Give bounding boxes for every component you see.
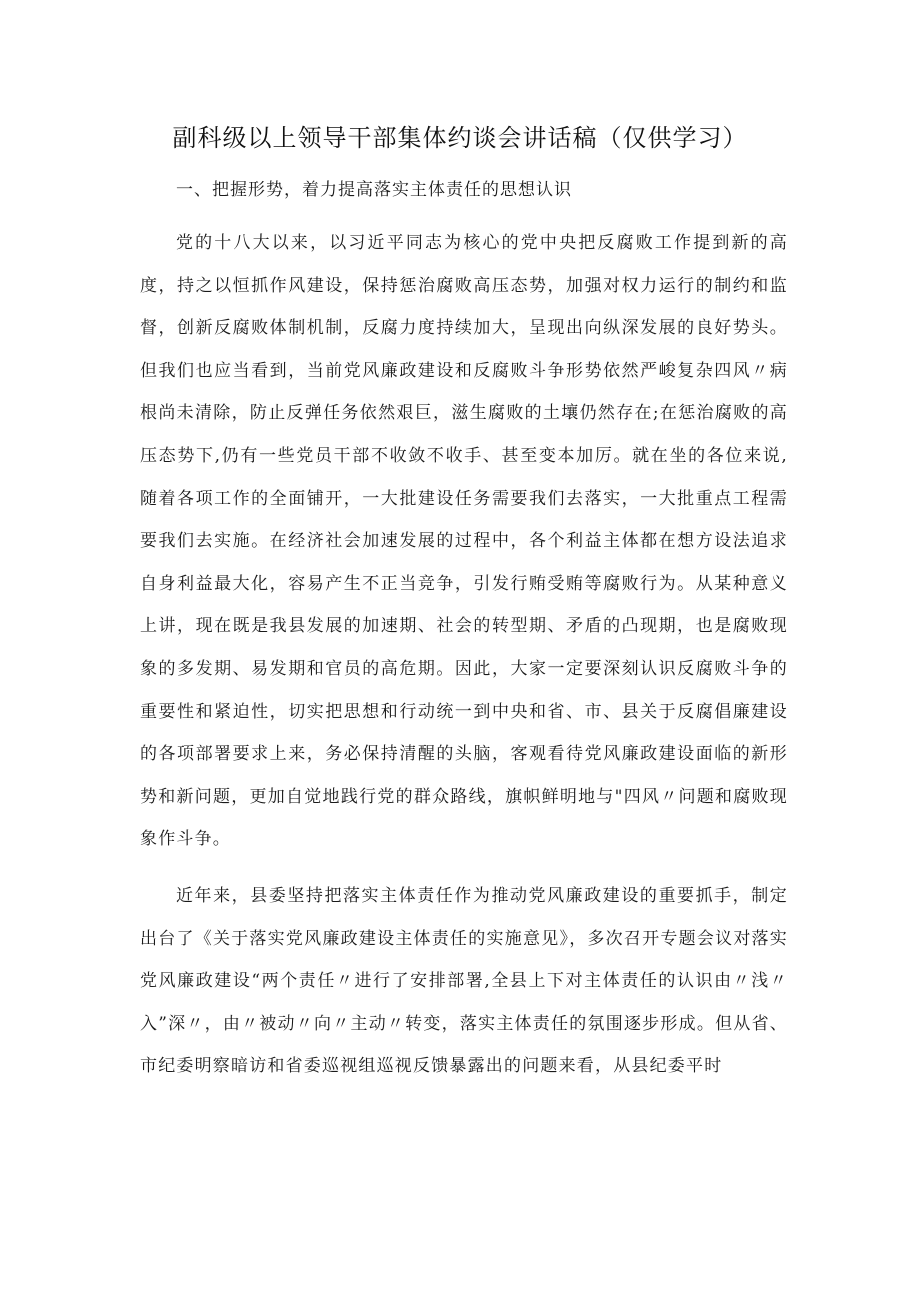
document-title: 副科级以上领导干部集体约谈会讲话稿（仅供学习） bbox=[172, 124, 748, 152]
document-body bbox=[140, 176, 788, 1102]
section-heading: 一、把握形势，着力提高落实主体责任的思想认识 bbox=[176, 180, 572, 200]
body-paragraph: 近年来，县委坚持把落实主体责任作为推动党风廉政建设的重要抓手，制定出台了《关于落实党风廉政建设主体责任的实施意见》，多次召开专题会议对落实党风廉政建设“两个责任〃进行了安排部署,全县上下对主体责任的认识由〃浅〃入”深〃，由〃被动〃向〃主动〃转变，落实主体责任的氛围逐步形成。但从省、市纪委明察暗访和省委巡视组巡视反馈暴露出的问题来看，从县纪委平时 bbox=[140, 885, 788, 1077]
body-paragraph: 党的十八大以来，以习近平同志为核心的党中央把反腐败工作提到新的高度，持之以恒抓作风建设，保持惩治腐败高压态势，加强对权力运行的制约和监督，创新反腐败体制机制，反腐力度持续加大，呈现出向纵深发展的良好势头。但我们也应当看到，当前党风廉政建设和反腐败斗争形势依然严峻复杂四风〃病根尚未清除，防止反弹任务依然艰巨，滋生腐败的土壤仍然存在;在惩治腐败的高压态势下,仍有一些党员干部不收敛不收手、甚至变本加厉。就在坐的各位来说,随着各项工作的全面铺开，一大批建设任务需要我们去落实，一大批重点工程需要我们去实施。在经济社会加速发展的过程中，各个利益主体都在想方设法追求自身利益最大化，容易产生不正当竞争，引发行贿受贿等腐败行为。从某种意义上讲，现在既是我县发展的加速期、社会的转型期、矛盾的凸现期，也是腐败现象的多发期、易发期和官员的高危期。因此，大家一定要深刻认识反腐败斗争的重要性和紧迫性，切实把思想和行动统一到中央和省、市、县关于反腐倡廉建设的各项部署要求上来，务必保持清醒的头脑，客观看待党风廉政建设面临的新形势和新问题，更加自觉地践行党的群众路线，旗帜鲜明地与"四风〃问题和腐败现象作斗争。 bbox=[140, 233, 788, 850]
